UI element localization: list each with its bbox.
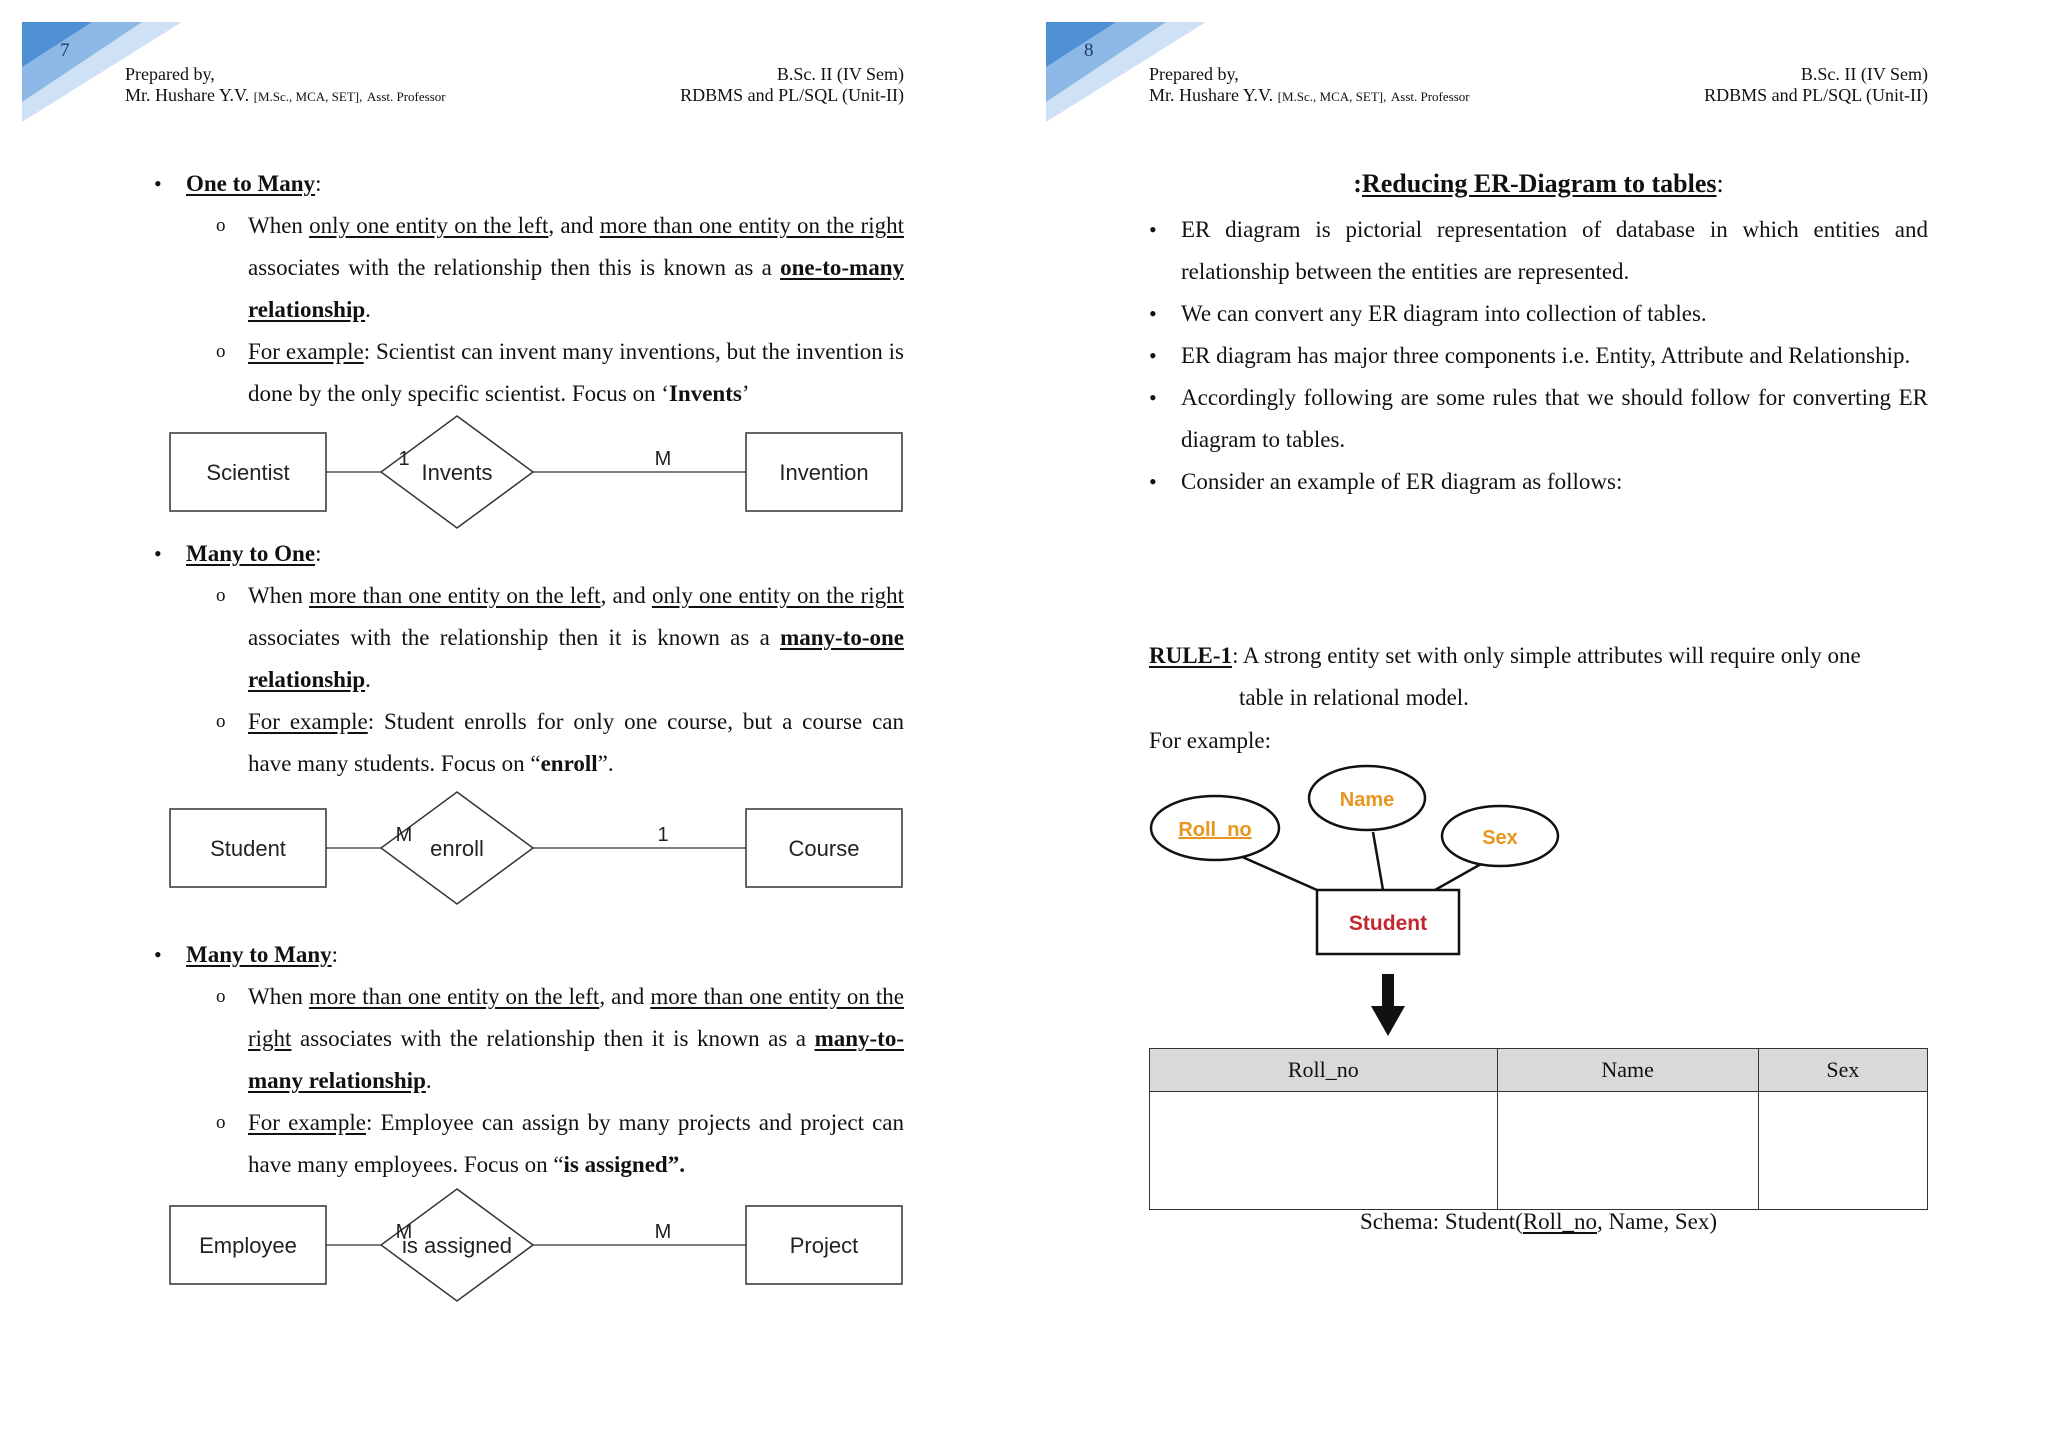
page-heading: :Reducing ER-Diagram to tables: <box>1353 169 1724 198</box>
definition: o When only one entity on the left, and more than one entity on the right associates with the relationship then this is known as a one-to-many relationship. <box>216 205 904 331</box>
relation-label: enroll <box>430 836 484 861</box>
cardinality-left: 1 <box>398 448 410 470</box>
rule-label: RULE-1 <box>1149 643 1233 668</box>
student-label: Student <box>1348 912 1428 935</box>
definition: o When more than one entity on the left, and more than one entity on the right associates with the relationship then it is known as a many-to-many relationship. <box>216 976 904 1102</box>
er-diagram-many-to-one <box>168 786 908 916</box>
for-example-label: For example: <box>1149 728 1271 753</box>
entity-left-label: Scientist <box>206 460 290 485</box>
author-name: Mr. Hushare Y.V. <box>1149 85 1274 105</box>
section-title: • Many to Many: <box>154 934 904 976</box>
down-arrow-icon <box>1371 974 1405 1036</box>
bullet-item: • Consider an example of ER diagram as follows: <box>1149 461 1928 503</box>
relation-label: is assigned <box>401 1233 513 1258</box>
intro-bullets <box>1149 209 1928 503</box>
example: o For example: Scientist can invent many inventions, but the invention is done by the only specific scientist. Focus on ‘Invents’ <box>216 331 904 415</box>
bullet-item: • Accordingly following are some rules that we should follow for converting ER diagram to tables. <box>1149 377 1928 461</box>
section-title: • Many to One: <box>154 533 904 575</box>
bullet-item: • We can convert any ER diagram into collection of tables. <box>1149 293 1928 335</box>
entity-left-label: Employee <box>199 1233 297 1258</box>
course-label: B.Sc. II (IV Sem) <box>776 64 904 84</box>
subject-label: RDBMS and PL/SQL (Unit-II) <box>1704 85 1928 105</box>
relation-label: Invents <box>421 460 493 485</box>
rule-1: RULE-1: A strong entity set with only simple attributes will require only one table in relational model. <box>1149 635 1928 719</box>
sex-label: Sex <box>1482 827 1518 849</box>
prepared-by: Prepared by, <box>125 64 215 84</box>
name-label: Name <box>1339 789 1395 811</box>
roll-no-label: Roll_no <box>1178 819 1252 841</box>
author-name: Mr. Hushare Y.V. <box>125 85 250 105</box>
page-number: 8 <box>1084 40 1094 61</box>
table-row <box>1150 1092 1928 1210</box>
entity-right-label: Project <box>789 1233 859 1258</box>
course-label: B.Sc. II (IV Sem) <box>1800 64 1928 84</box>
header-author <box>1149 64 1470 107</box>
prepared-by: Prepared by, <box>1149 64 1239 84</box>
author-designation: Asst. Professor <box>366 89 446 104</box>
cardinality-left: M <box>395 824 413 846</box>
section-title: • One to Many: <box>154 163 904 205</box>
header-course <box>680 64 904 106</box>
column-header: Sex <box>1758 1049 1927 1092</box>
entity-left-label: Student <box>210 836 286 861</box>
column-header: Name <box>1497 1049 1758 1092</box>
example: o For example: Student enrolls for only one course, but a course can have many students. Focus on “enroll”. <box>216 701 904 785</box>
right-page <box>1024 0 2048 1448</box>
er-diagram-student <box>1149 760 1629 1040</box>
cardinality-right: M <box>654 448 672 470</box>
author-credentials: [M.Sc., MCA, SET], <box>253 89 363 104</box>
cardinality-left: M <box>395 1221 413 1243</box>
author-designation: Asst. Professor <box>1390 89 1470 104</box>
section-many-to-one <box>154 533 904 785</box>
subject-label: RDBMS and PL/SQL (Unit-II) <box>680 85 904 105</box>
example: o For example: Employee can assign by many projects and project can have many employees. Focus on “is assigned”. <box>216 1102 904 1186</box>
section-one-to-many <box>154 163 904 415</box>
author-credentials: [M.Sc., MCA, SET], <box>1277 89 1387 104</box>
er-diagram-many-to-many <box>168 1183 908 1313</box>
er-diagram-one-to-many <box>168 410 908 540</box>
rule-line-2: table in relational model. <box>1239 685 1469 710</box>
schema-text: Schema: Student(Roll_no, Name, Sex) <box>1359 1209 1718 1234</box>
cardinality-right: 1 <box>657 824 669 846</box>
page-number: 7 <box>60 40 70 61</box>
header-author <box>125 64 446 107</box>
header-course <box>1704 64 1928 106</box>
entity-right-label: Course <box>788 836 860 861</box>
entity-right-label: Invention <box>779 460 869 485</box>
definition: o When more than one entity on the left, and only one entity on the right associates with the relationship then it is known as a many-to-one relationship. <box>216 575 904 701</box>
student-table <box>1149 1048 1928 1210</box>
column-header: Roll_no <box>1150 1049 1498 1092</box>
section-many-to-many <box>154 934 904 1186</box>
bullet-item: • ER diagram has major three components i.e. Entity, Attribute and Relationship. <box>1149 335 1928 377</box>
cardinality-right: M <box>654 1221 672 1243</box>
bullet-item: • ER diagram is pictorial representation of database in which entities and relationship between the entities are represented. <box>1149 209 1928 293</box>
